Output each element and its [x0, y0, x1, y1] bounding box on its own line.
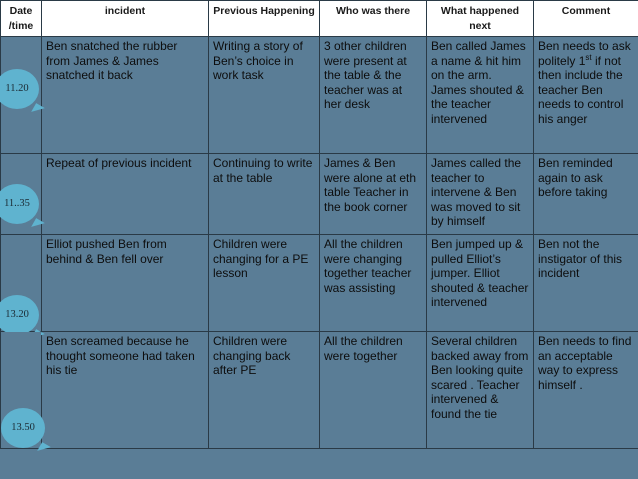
who-cell: All the children were changing together teacher was assisting: [320, 235, 427, 332]
date-cell: [1, 235, 42, 332]
comment-cell: Ben not the instigator of this incident: [534, 235, 638, 332]
header-next: What happened next: [427, 1, 534, 37]
date-cell: [1, 332, 42, 449]
comment-cell: Ben reminded again to ask before taking: [534, 154, 638, 235]
incident-cell: Repeat of previous incident: [42, 154, 209, 235]
next-cell: Ben called James a name & hit him on the arm. James shouted & the teacher intervened: [427, 37, 534, 154]
comment-cell: Ben needs to find an acceptable way to express himself .: [534, 332, 638, 449]
time-bubble: 13.20: [0, 295, 39, 335]
incident-cell: Ben screamed because he thought someone had taken his tie: [42, 332, 209, 449]
time-bubble: 11..35: [0, 184, 39, 224]
who-cell: All the children were together: [320, 332, 427, 449]
table-row: [1, 235, 638, 332]
header-incident: incident: [42, 1, 209, 37]
comment-cell: Ben needs to ask politely 1st if not then include the teacher Ben needs to control his anger: [534, 37, 638, 154]
previous-cell: Children were changing for a PE lesson: [209, 235, 320, 332]
header-comment: Comment: [534, 1, 638, 37]
incident-cell: Elliot pushed Ben from behind & Ben fell over: [42, 235, 209, 332]
header-who: Who was there: [320, 1, 427, 37]
who-cell: 3 other children were present at the table & the teacher was at her desk: [320, 37, 427, 154]
header-previous: Previous Happening: [209, 1, 320, 37]
header-row: [1, 1, 638, 37]
previous-cell: Children were changing back after PE: [209, 332, 320, 449]
time-bubble: 11.20: [0, 69, 39, 109]
table-row: [1, 332, 638, 449]
date-cell: [1, 154, 42, 235]
who-cell: James & Ben were alone at eth table Teacher in the book corner: [320, 154, 427, 235]
table-row: [1, 37, 638, 154]
incident-cell: Ben snatched the rubber from James & James snatched it back: [42, 37, 209, 154]
header-date: Date /time: [1, 1, 42, 37]
table-row: [1, 154, 638, 235]
previous-cell: Continuing to write at the table: [209, 154, 320, 235]
time-bubble: 13.50: [1, 408, 45, 448]
date-cell: [1, 37, 42, 154]
previous-cell: Writing a story of Ben’s choice in work task: [209, 37, 320, 154]
next-cell: James called the teacher to intervene & Ben was moved to sit by himself: [427, 154, 534, 235]
next-cell: Ben jumped up & pulled Elliot’s jumper. Elliot shouted & teacher intervened: [427, 235, 534, 332]
next-cell: Several children backed away from Ben looking quite scared . Teacher intervened & found the tie: [427, 332, 534, 449]
